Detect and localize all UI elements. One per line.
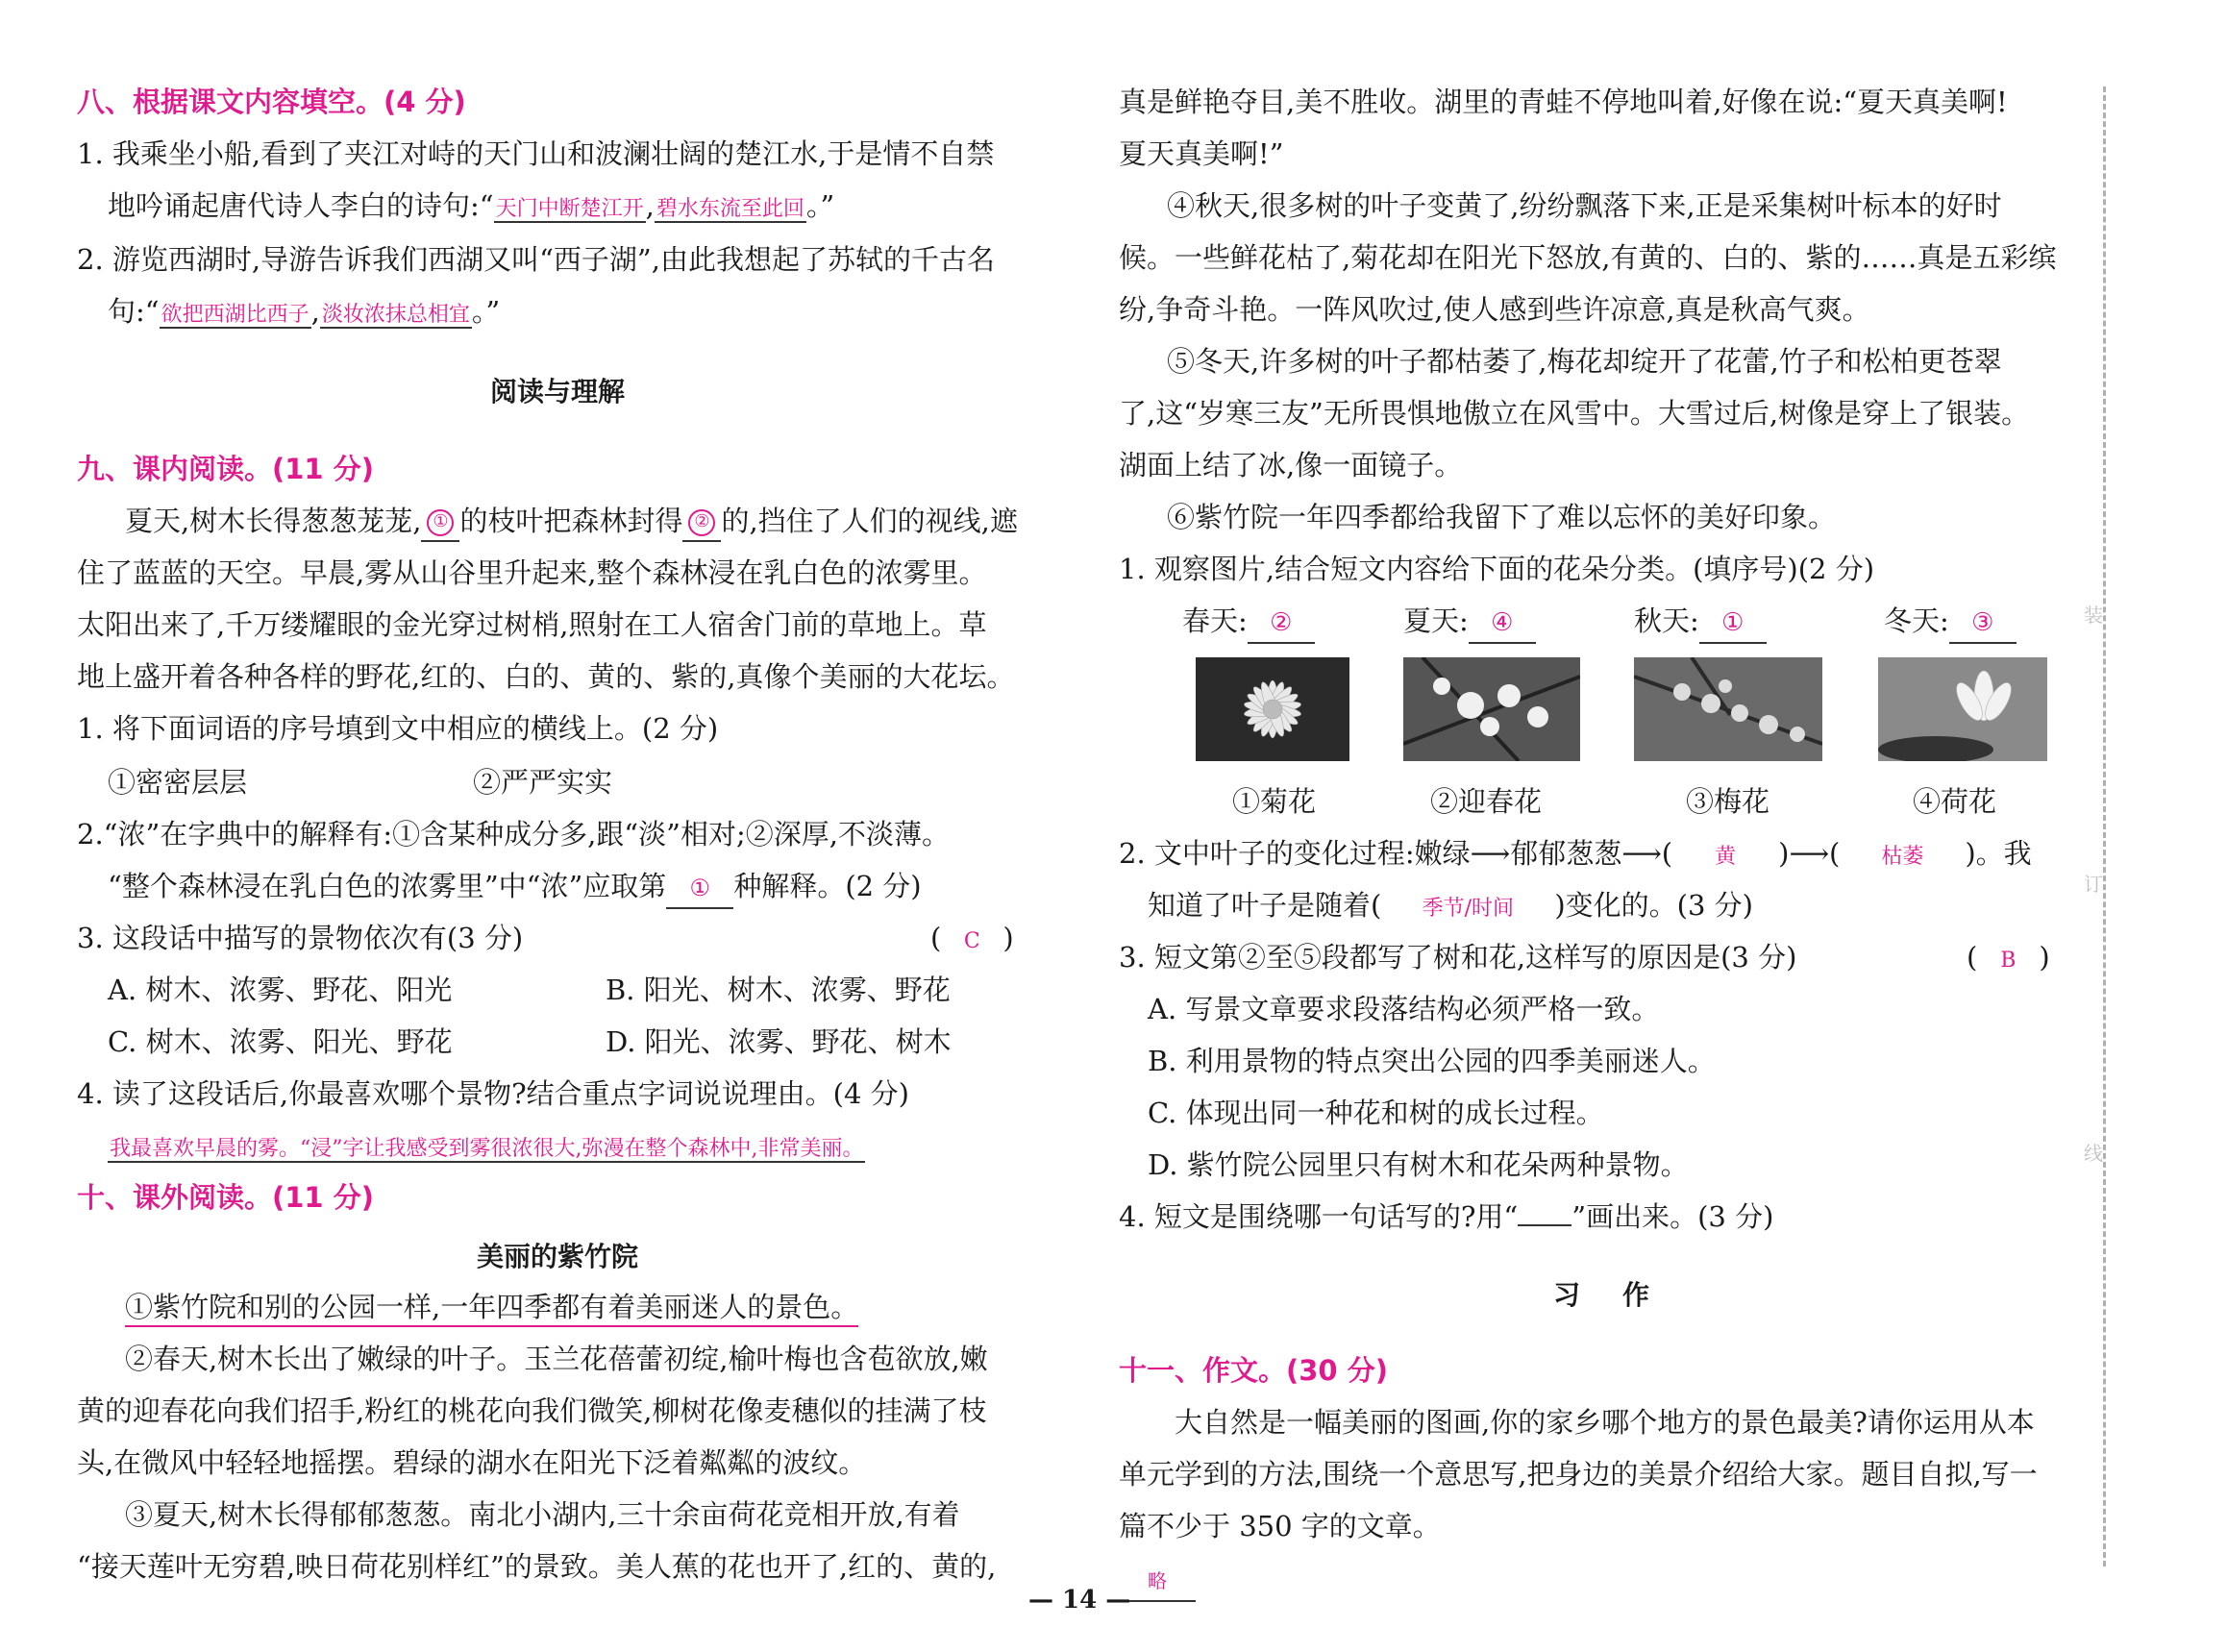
q9-1: 1. 将下面词语的序号填到文中相应的横线上。(2 分): [77, 712, 719, 745]
article-para-4-line3: 纷,争奇斗艳。一阵风吹过,使人感到些许凉意,真是秋高气爽。: [1119, 293, 1870, 326]
flower-label-3: ③梅花: [1686, 785, 1770, 818]
writing-section-title: 习 作: [1552, 1279, 1657, 1311]
q9-3-option-d: D. 阳光、浓雾、野花、树木: [606, 1025, 952, 1058]
article-para-2-line3: 头,在微风中轻轻地摇摆。碧绿的湖水在阳光下泛着粼粼的波纹。: [77, 1446, 867, 1479]
p9-line3: 太阳出来了,千万缕耀眼的金光穿过树梢,照射在工人宿舍门前的草地上。草: [77, 608, 987, 641]
plum-blossom-photo: [1634, 657, 1822, 761]
winter-jasmine-photo: [1403, 657, 1580, 761]
q9-2-line1: 2.“浓”在字典中的解释有:①含某种成分多,跟“淡”相对;②深厚,不淡薄。: [77, 818, 950, 851]
chrysanthemum-photo: [1196, 657, 1349, 761]
article-para-5-line1: ⑤冬天,许多树的叶子都枯萎了,梅花却绽开了花蕾,竹子和松柏更苍翠: [1167, 345, 2002, 378]
q8-2-answer2: 淡妆浓抹总相宜: [321, 303, 470, 327]
article-para-4-line1: ④秋天,很多树的叶子变黄了,纷纷飘落下来,正是采集树叶标本的好时: [1167, 189, 2002, 222]
composition-line1: 大自然是一幅美丽的图画,你的家乡哪个地方的景色最美?请你运用从本: [1175, 1406, 2035, 1439]
q10-2-answer3: 季节/时间: [1422, 897, 1515, 921]
q9-2-answer: ①: [666, 869, 733, 909]
q9-4: 4. 读了这段话后,你最喜欢哪个景物?结合重点字词说说理由。(4 分): [77, 1077, 909, 1110]
binding-char-3: 线: [2084, 1134, 2103, 1170]
q10-3-option-b: B. 利用景物的特点突出公园的四季美丽迷人。: [1148, 1045, 1716, 1077]
article-para-2-line2: 黄的迎春花向我们招手,粉红的桃花向我们微笑,柳树花像麦穗似的挂满了枝: [77, 1394, 987, 1427]
blank-answer-2: ②: [688, 509, 715, 536]
binding-char-2: 订: [2084, 865, 2103, 900]
central-sentence: ①紫竹院和别的公园一样,一年四季都有着美丽迷人的景色。: [125, 1291, 858, 1327]
q10-3-option-d: D. 紫竹院公园里只有树木和花朵两种景物。: [1148, 1148, 1689, 1181]
q8-2-line2: 句:“欲把西湖比西子,淡妆浓抹总相宜。”: [108, 295, 501, 328]
section-10-title: 十、课外阅读。(11 分): [77, 1181, 374, 1214]
blank-answer-1: ①: [427, 509, 454, 536]
article-para-3-line3: 真是鲜艳夺目,美不胜收。湖里的青蛙不停地叫着,好像在说:“夏天真美啊!: [1119, 86, 2008, 118]
q8-2-line1: 2. 游览西湖时,导游告诉我们西湖又叫“西子湖”,由此我想起了苏轼的千古名: [77, 243, 995, 276]
article-para-4-line2: 候。一些鲜花枯了,菊花却在阳光下怒放,有黄的、白的、紫的……真是五彩缤: [1119, 241, 2057, 274]
season-winter: 冬天: ③: [1884, 602, 2017, 644]
binding-dashed-line: [2103, 86, 2106, 1566]
q10-3-option-a: A. 写景文章要求段落结构必须严格一致。: [1148, 993, 1660, 1025]
q9-3-option-c: C. 树木、浓雾、阳光、野花: [108, 1025, 453, 1058]
q10-3-answer: B: [2000, 949, 2017, 973]
q10-2-line1: 2. 文中叶子的变化过程:嫩绿⟶郁郁葱葱⟶( 黄 )⟶( 枯萎 )。我: [1119, 834, 2032, 876]
q9-4-answer-line: [108, 1126, 865, 1169]
article-para-3-line4: 夏天真美啊!”: [1119, 137, 1284, 170]
article-para-6: ⑥紫竹院一年四季都给我留下了难以忘怀的美好印象。: [1167, 501, 1837, 533]
q9-3-answer: C: [963, 929, 980, 953]
q8-2-answer1: 欲把西湖比西子: [161, 303, 309, 327]
q8-1-line2: 地吟诵起唐代诗人李白的诗句:“天门中断楚江开,碧水东流至此回。”: [108, 189, 835, 222]
article-para-5-line3: 湖面上结了冰,像一面镜子。: [1119, 449, 1463, 481]
q10-2-line2: 知道了叶子是随着( 季节/时间 )变化的。(3 分): [1148, 886, 1753, 928]
season-autumn: 秋天: ①: [1634, 602, 1767, 644]
composition-answer: 略: [1119, 1562, 1196, 1602]
section-9-title: 九、课内阅读。(11 分): [77, 453, 374, 485]
season-winter-answer: ③: [1949, 604, 2017, 644]
binding-char-1: 装: [2084, 596, 2103, 631]
season-autumn-answer: ①: [1699, 604, 1767, 644]
section-11-title: 十一、作文。(30 分): [1119, 1354, 1388, 1387]
q10-4: 4. 短文是围绕哪一句话写的?用“ ”画出来。(3 分): [1119, 1200, 1774, 1233]
composition-line2: 单元学到的方法,围绕一个意思写,把身边的美景介绍给大家。题目自拟,写一: [1119, 1458, 2038, 1491]
q10-1: 1. 观察图片,结合短文内容给下面的花朵分类。(填序号)(2 分): [1119, 553, 1875, 585]
q8-1-answer2: 碧水东流至此回: [656, 197, 804, 221]
p9-line2: 住了蓝蓝的天空。早晨,雾从山谷里升起来,整个森林浸在乳白色的浓雾里。: [77, 556, 987, 589]
article-para-2-line1: ②春天,树木长出了嫩绿的叶子。玉兰花蓓蕾初绽,榆叶梅也含苞欲放,嫩: [125, 1343, 988, 1375]
season-spring: 春天: ②: [1182, 602, 1315, 644]
q9-4-answer: 我最喜欢早晨的雾。“浸”字让我感受到雾很浓很大,弥漫在整个森林中,非常美丽。: [110, 1137, 864, 1161]
q9-3-option-a: A. 树木、浓雾、野花、阳光: [108, 974, 453, 1006]
composition-line3: 篇不少于 350 字的文章。: [1119, 1510, 1441, 1542]
q9-1-option1: ①密密层层: [108, 766, 248, 799]
page-number: — 14 —: [1028, 1586, 1131, 1615]
q9-3-option-b: B. 阳光、树木、浓雾、野花: [606, 974, 951, 1006]
q10-3-answer-box: ( B ): [1967, 938, 2050, 980]
q9-3: 3. 这段话中描写的景物依次有(3 分): [77, 922, 524, 954]
article-title: 美丽的紫竹院: [476, 1241, 638, 1272]
flower-label-2: ②迎春花: [1430, 785, 1543, 818]
q9-3-answer-box: ( C ): [930, 919, 1014, 961]
q8-1-answer1: 天门中断楚江开: [495, 197, 644, 221]
reading-section-title: 阅读与理解: [489, 376, 625, 407]
article-para-5-line2: 了,这“岁寒三友”无所畏惧地傲立在风雪中。大雪过后,树像是穿上了银装。: [1119, 397, 2030, 430]
season-summer: 夏天: ④: [1403, 602, 1536, 644]
q9-2-line2: “整个森林浸在乳白色的浓雾里”中“浓”应取第 ① 种解释。(2 分): [108, 867, 922, 909]
q10-3: 3. 短文第②至⑤段都写了树和花,这样写的原因是(3 分): [1119, 941, 1797, 974]
article-para-3-line2: “接天莲叶无穷碧,映日荷花别样红”的景致。美人蕉的花也开了,红的、黄的,: [77, 1550, 997, 1583]
season-spring-answer: ②: [1248, 604, 1315, 644]
q10-3-option-c: C. 体现出同一种花和树的成长过程。: [1148, 1097, 1604, 1129]
p9-line1: 夏天,树木长得葱葱茏茏, ① 的枝叶把森林封得 ② 的,挡住了人们的视线,遮: [125, 502, 1018, 542]
section-8-title: 八、根据课文内容填空。(4 分): [77, 86, 466, 118]
flower-label-4: ④荷花: [1913, 785, 1997, 818]
q10-2-answer2: 枯萎: [1881, 845, 1924, 869]
article-para-1: [125, 1288, 858, 1326]
q10-2-answer1: 黄: [1715, 845, 1737, 869]
q9-1-option2: ②严严实实: [473, 766, 613, 799]
q8-1-line1: 1. 我乘坐小船,看到了夹江对峙的天门山和波澜壮阔的楚江水,于是情不自禁: [77, 137, 995, 170]
season-summer-answer: ④: [1469, 604, 1536, 644]
article-para-3-line1: ③夏天,树木长得郁郁葱葱。南北小湖内,三十余亩荷花竞相开放,有着: [125, 1498, 960, 1531]
p9-line4: 地上盛开着各种各样的野花,红的、白的、黄的、紫的,真像个美丽的大花坛。: [77, 660, 1015, 693]
lotus-photo: [1878, 657, 2047, 761]
flower-label-1: ①菊花: [1232, 785, 1317, 818]
